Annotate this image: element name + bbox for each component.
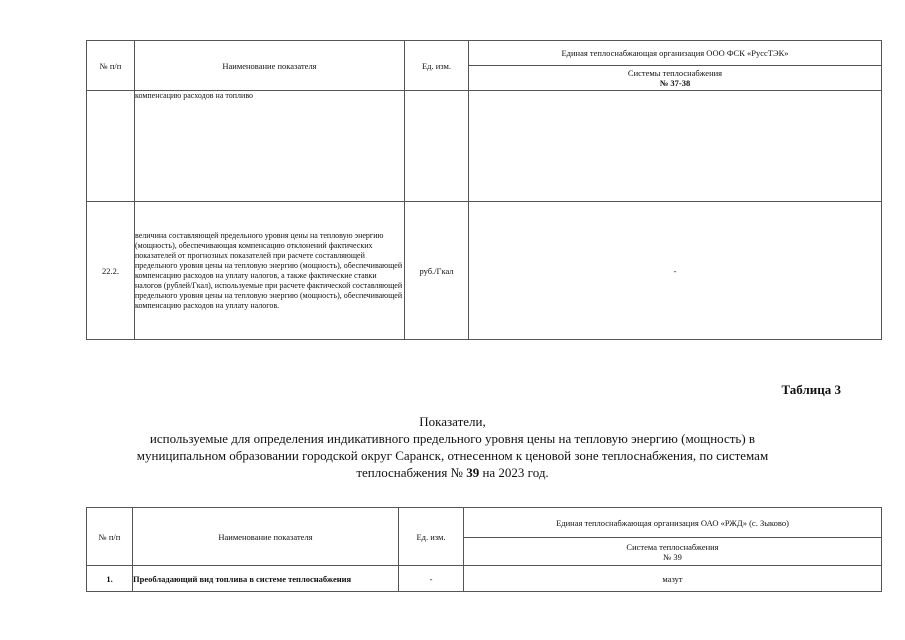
row-num: 22.2. — [87, 202, 135, 340]
header-col-name: Наименование показателя — [135, 41, 405, 91]
table-row — [87, 91, 882, 202]
heading-system-number: 39 — [466, 465, 480, 480]
header-systems-number: № 39 — [663, 551, 682, 562]
heading-line-4-post: на 2023 год. — [479, 465, 549, 480]
row-name: компенсацию расходов на топливо — [135, 91, 405, 202]
header-col-num: № п/п — [87, 508, 133, 566]
row-num — [87, 91, 135, 202]
table-row — [87, 202, 882, 340]
table-row — [87, 566, 882, 592]
row-name: Преобладающий вид топлива в системе теплоснабжения — [133, 566, 399, 592]
header-col-name: Наименование показателя — [133, 508, 399, 566]
header-col-unit: Ед. изм. — [405, 41, 469, 91]
table-1 — [86, 40, 882, 340]
table-heading — [90, 413, 815, 481]
row-num: 1. — [87, 566, 133, 592]
row-unit: руб./Гкал — [405, 202, 469, 340]
header-col-num: № п/п — [87, 41, 135, 91]
row-value: - — [469, 202, 882, 340]
row-value: мазут — [464, 566, 882, 592]
row-unit: - — [399, 566, 464, 592]
heading-line-3: муниципальном образовании городской округ Саранск, отнесенном к ценовой зоне теплоснабжения, по системам — [136, 448, 769, 463]
header-org: Единая теплоснабжающая организация ОАО «РЖД» (с. Зыково) — [464, 508, 882, 538]
heading-line-1: Показатели, — [419, 414, 486, 429]
heading-line-4-pre: теплоснабжения № — [356, 465, 467, 480]
row-unit — [405, 91, 469, 202]
header-systems-label: Система теплоснабжения — [626, 541, 719, 552]
header-systems — [469, 66, 882, 91]
header-systems-label: Системы теплоснабжения — [627, 68, 723, 78]
heading-line-4 — [90, 464, 815, 481]
table-3 — [86, 507, 882, 592]
table-label: Таблица 3 — [781, 382, 841, 397]
header-col-unit: Ед. изм. — [399, 508, 464, 566]
row-name: величина составляющей предельного уровня цены на тепловую энергию (мощность), обеспечивающая компенсацию отклонений фактических показателей от прогнозных показателей при расчете составляющей предельного уровня цены на тепловую энергию (мощность), обеспечивающей компенсацию расходов на уплату налогов, а также фактические ставки налогов (рублей/Гкал), используемые при расчете фактической составляющей предельного уровня цены на тепловую энергию (мощность), обеспечивающей компенсацию расходов на уплату налогов. — [135, 202, 405, 340]
heading-line-2: используемые для определения индикативного предельного уровня цены на тепловую энергию (мощность) в — [149, 431, 756, 446]
header-systems — [464, 538, 882, 566]
header-systems-number: № 37-38 — [659, 78, 691, 88]
header-org: Единая теплоснабжающая организация ООО ФСК «РуссТЭК» — [469, 41, 882, 66]
row-value — [469, 91, 882, 202]
